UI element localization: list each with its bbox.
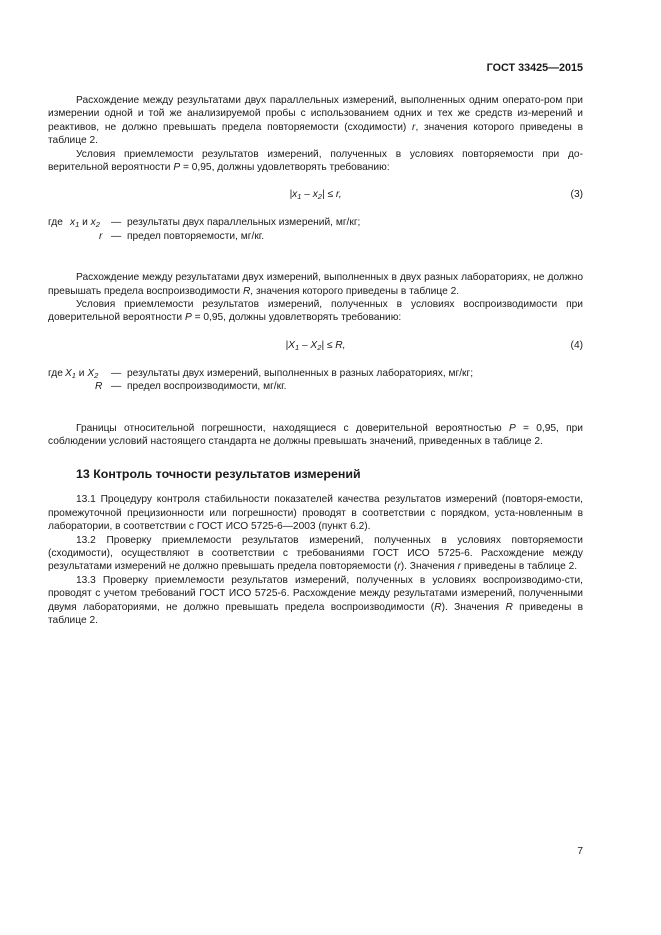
legend-row xyxy=(48,216,583,229)
legend-symbols: $x_1$ и $x_2$ xyxy=(70,217,100,230)
symbol-p: P xyxy=(508,422,516,434)
formula-3-number: (3) xyxy=(570,189,583,201)
page-number: 7 xyxy=(577,846,583,857)
symbol-p: P xyxy=(184,312,192,324)
legend-text: результаты двух параллельных измерений, мг/кг; xyxy=(127,217,361,229)
paragraph-reproducibility-conditions: Условия приемлемости результатов измерений, полученных в условиях воспроизводимости при доверительной вероятности P = 0,95, должны удовлетворять требованию: xyxy=(48,299,583,324)
legend-row xyxy=(48,367,583,380)
legend-symbol-R: R xyxy=(95,381,103,393)
legend-row xyxy=(48,380,583,393)
symbol-R: R xyxy=(505,601,513,613)
paragraph-repeatability-divergence: Расхождение между результатами двух параллельных измерений, выполненных одним операто-ром при измерении одной и той же анализируемой пробы с использованием одних и тех же средств из-мерений и реактивов, не должно превышать предела повторяемости (сходимости) r, значения которого приведены в таблице 2. xyxy=(48,95,583,147)
symbol-r: r xyxy=(412,121,416,133)
legend-text: предел повторяемости, мг/кг. xyxy=(127,230,265,242)
symbol-r: r xyxy=(397,561,401,573)
legend-text: результаты двух измерений, выполненных в разных лабораториях, мг/кг; xyxy=(127,367,474,379)
legend-row xyxy=(48,230,583,243)
symbol-p: P xyxy=(173,162,181,174)
standard-code-header: ГОСТ 33425—2015 xyxy=(486,62,583,74)
legend-text: предел воспроизводимости, мг/кг. xyxy=(127,381,287,393)
legend-symbol-r: r xyxy=(99,230,103,242)
legend-where: где xyxy=(48,367,63,379)
formula-4-legend xyxy=(48,367,583,394)
symbol-r: r xyxy=(457,561,462,573)
legend-symbols: $X_1$ и $X_2$ xyxy=(65,367,99,380)
clause-13-2: 13.2 Проверку приемлемости результатов измерений, полученных в условиях повторяемости (сходимости), осуществляют в соответствии с требованиями ГОСТ ИСО 5725-6. Расхождение между результатами измерений не должно превышать предела повторяемости (r). Значения r приведены в таблице 2. xyxy=(48,534,583,573)
paragraph-repeatability-conditions: Условия приемлемости результатов измерений, полученных в условиях повторяемости при до-верительной вероятности P = 0,95, должны удовлетворять требованию: xyxy=(48,148,583,174)
legend-dash: — xyxy=(111,367,122,379)
section-heading: 13 Контроль точности результатов измерений xyxy=(76,467,361,482)
symbol-R: R xyxy=(242,285,251,297)
clause-13-3: 13.3 Проверку приемлемости результатов измерений, полученных в условиях воспроизводимо-сти, проводят с учетом требований ГОСТ ИСО 5725-6. Расхождение между результатами измерений, полученными двумя лабораториями, не должно превышать предела воспроизводимости (R). Значения R приведены в таблице 2. xyxy=(48,574,583,627)
formula-3-expression: $|x_1 - x_2| \le r$, xyxy=(289,189,342,202)
legend-dash: — xyxy=(111,217,122,229)
paragraph-reproducibility-divergence: Расхождение между результатами двух измерений, выполненных в двух разных лабораториях, не должно превышать предела воспроизводимости R, значения которого приведены в таблице 2. xyxy=(48,272,583,297)
formula-4-expression: $|X_1 - X_2| \le R$, xyxy=(285,339,346,352)
formula-4-number: (4) xyxy=(570,339,583,351)
legend-dash: — xyxy=(111,381,122,393)
clause-13-1: 13.1 Процедуру контроля стабильности показателей качества результатов измерений (повторя-емости, промежуточной прецизионности или погрешности) проводят в соответствии с порядком, уста-новленным в лаборатории, в соответствии с ГОСТ ИСО 5725-6—2003 (пункт 6.2). xyxy=(48,494,583,533)
formula-4 xyxy=(48,339,583,353)
legend-dash: — xyxy=(111,230,122,242)
legend-where: где xyxy=(48,217,63,229)
formula-3-legend xyxy=(48,216,583,243)
symbol-R: R xyxy=(434,601,442,613)
paragraph-error-limits: Границы относительной погрешности, находящиеся с доверительной вероятностью P = 0,95, при соблюдении условий настоящего стандарта не должны превышать значений, приведенных в таблице 2. xyxy=(48,422,583,448)
formula-3 xyxy=(48,188,583,202)
document-body xyxy=(48,94,583,628)
